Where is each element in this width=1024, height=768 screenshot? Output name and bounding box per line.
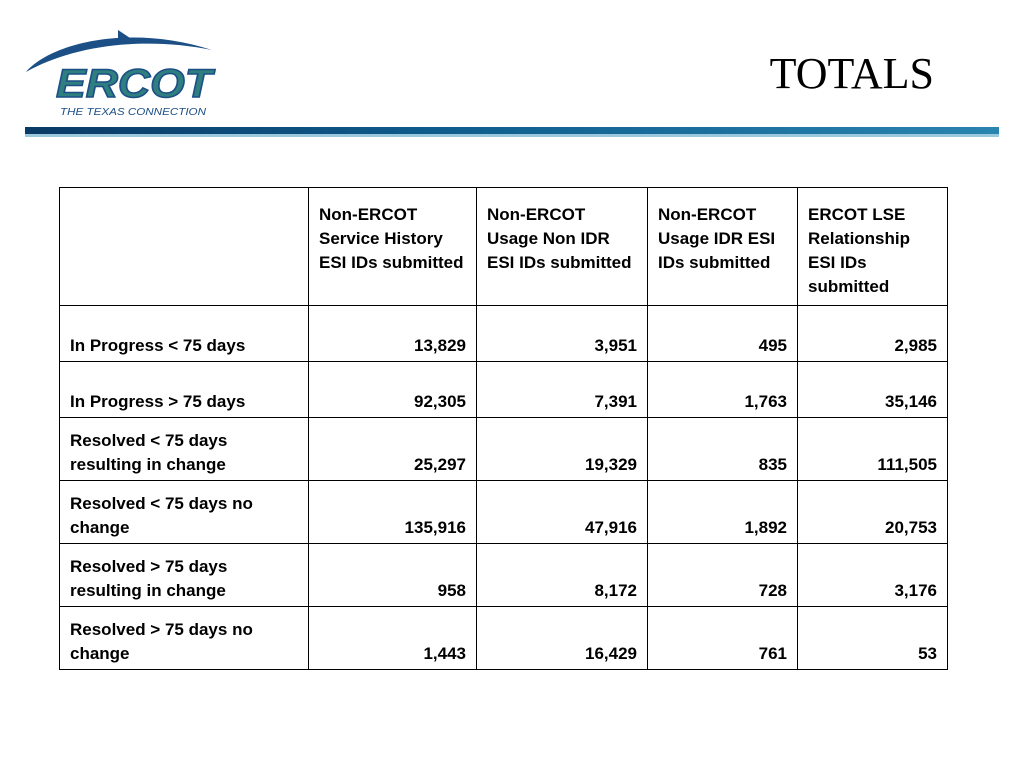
totals-table <box>59 187 948 670</box>
column-header-usage-non-idr: Non-ERCOT Usage Non IDR ESI IDs submitted <box>477 188 648 306</box>
table-cell: 7,391 <box>477 362 648 418</box>
column-header-lse-relationship: ERCOT LSE Relationship ESI IDs submitted <box>798 188 948 306</box>
table-cell: 2,985 <box>798 306 948 362</box>
table-cell: 20,753 <box>798 481 948 544</box>
table-row <box>60 544 948 607</box>
row-label: In Progress > 75 days <box>60 362 309 418</box>
column-header-blank <box>60 188 309 306</box>
row-label: Resolved > 75 days no change <box>60 607 309 670</box>
table-cell: 728 <box>648 544 798 607</box>
table-row <box>60 481 948 544</box>
table-cell: 53 <box>798 607 948 670</box>
table-row <box>60 362 948 418</box>
table-cell: 761 <box>648 607 798 670</box>
table-cell: 13,829 <box>309 306 477 362</box>
header-rule <box>25 127 999 134</box>
slide-title: TOTALS <box>769 49 934 98</box>
ercot-logo-graphic <box>22 24 222 124</box>
table-cell: 47,916 <box>477 481 648 544</box>
table-cell: 3,176 <box>798 544 948 607</box>
table-header-row <box>60 188 948 306</box>
table-cell: 92,305 <box>309 362 477 418</box>
table-cell: 1,443 <box>309 607 477 670</box>
logo-tagline: THE TEXAS CONNECTION <box>60 106 207 118</box>
row-label: Resolved > 75 days resulting in change <box>60 544 309 607</box>
column-header-service-history: Non-ERCOT Service History ESI IDs submitted <box>309 188 477 306</box>
table-cell: 19,329 <box>477 418 648 481</box>
logo-wordmark: ERCOT <box>56 62 216 106</box>
table-cell: 1,892 <box>648 481 798 544</box>
row-label: Resolved < 75 days resulting in change <box>60 418 309 481</box>
table-cell: 495 <box>648 306 798 362</box>
table-cell: 3,951 <box>477 306 648 362</box>
table-cell: 16,429 <box>477 607 648 670</box>
table-row <box>60 418 948 481</box>
header-rule-highlight <box>25 134 999 137</box>
row-label: Resolved < 75 days no change <box>60 481 309 544</box>
table-row <box>60 306 948 362</box>
table-cell: 8,172 <box>477 544 648 607</box>
table-cell: 25,297 <box>309 418 477 481</box>
row-label: In Progress < 75 days <box>60 306 309 362</box>
table-cell: 958 <box>309 544 477 607</box>
column-header-usage-idr: Non-ERCOT Usage IDR ESI IDs submitted <box>648 188 798 306</box>
table-row <box>60 607 948 670</box>
table-cell: 35,146 <box>798 362 948 418</box>
ercot-logo <box>22 24 222 124</box>
table-cell: 111,505 <box>798 418 948 481</box>
table-cell: 835 <box>648 418 798 481</box>
table-cell: 135,916 <box>309 481 477 544</box>
table-cell: 1,763 <box>648 362 798 418</box>
